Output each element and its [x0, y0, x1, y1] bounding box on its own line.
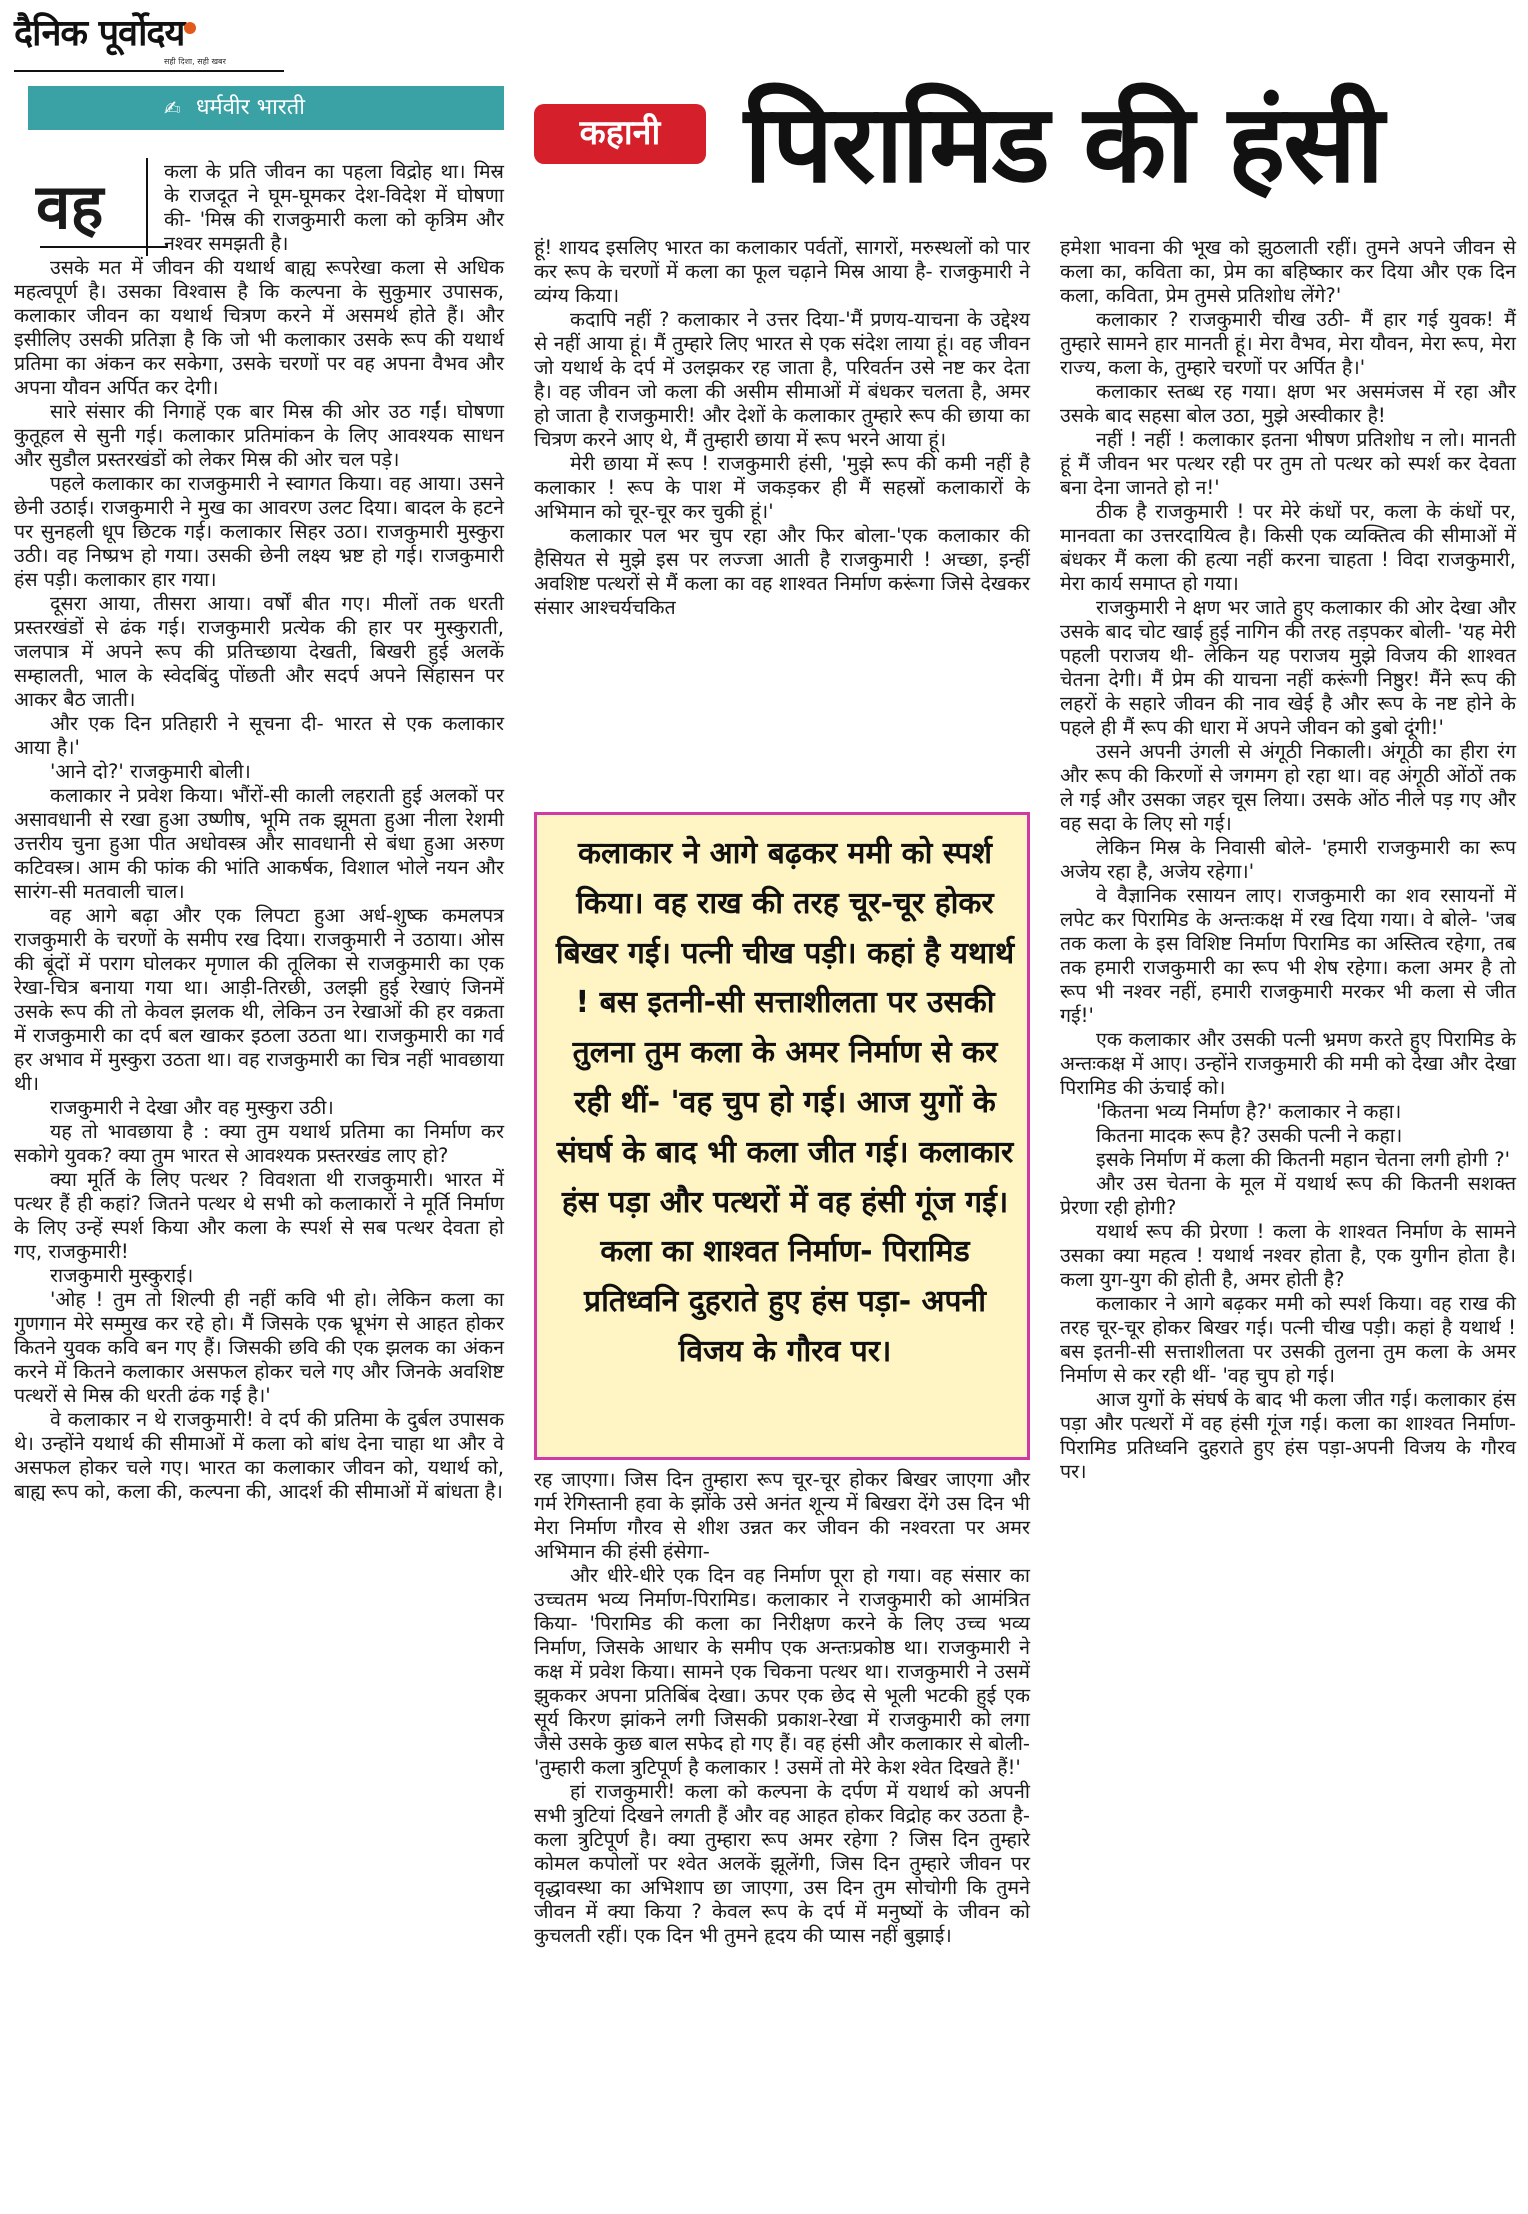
pen-icon: ✍	[164, 96, 181, 120]
paragraph: यह तो भावछाया है : क्या तुम यथार्थ प्रतिमा का निर्माण कर सकोगे युवक? क्या तुम भारत से आवश्यक प्रस्तरखंड लाए हो?	[14, 1120, 504, 1167]
section-tag: कहानी	[534, 104, 706, 164]
paragraph: इसके निर्माण में कला की कितनी महान चेतना लगी होगी ?'	[1096, 1148, 1510, 1171]
paragraph: 'कितना भव्य निर्माण है?' कलाकार ने कहा।	[1096, 1100, 1402, 1123]
paragraph: नहीं ! नहीं ! कलाकार इतना भीषण प्रतिशोध न लो। मानती हूं मैं जीवन भर पत्थर रही पर तुम तो पत्थर को स्पर्श कर देवता बना देना जानते हो न!'	[1060, 428, 1516, 499]
paragraph: कलाकार ने आगे बढ़कर ममी को स्पर्श किया। वह राख की तरह चूर-चूर होकर बिखर गई। पत्नी चीख पड़ी। कहां है यथार्थ ! बस इतनी-सी सत्ताशीलता पर उसकी तुलना तुम कला के अमर निर्माण से कर रही थीं- 'वह चुप हो गई।	[1060, 1292, 1516, 1387]
paragraph: हां राजकुमारी! कला को कल्पना के दर्पण में यथार्थ को अपनी सभी त्रुटियां दिखने लगती हैं और वह आहत होकर विद्रोह कर उठता है- कला त्रुटिपूर्ण है। क्या तुम्हारा रूप अमर रहेगा ? जिस दिन तुम्हारे कोमल कपोलों पर श्वेत अलकें झूलेंगी, जिस दिन तुम्हारे जीवन पर वृद्धावस्था का अभिशाप छा जाएगा, उस दिन तुम सोचोगी कि तुमने जीवन में क्या किया ? केवल रूप के दर्प में मनुष्यों के जीवन को कुचलती रहीं। एक दिन भी तुमने हृदय की प्यास नहीं बुझाई।	[534, 1780, 1030, 1947]
paragraph: और उस चेतना के मूल में यथार्थ रूप की कितनी सशक्त प्रेरणा रही होगी?	[1060, 1172, 1516, 1219]
logo-sun-icon	[184, 22, 196, 34]
dropcap-horizontal-rule	[40, 246, 168, 248]
column-3	[1060, 236, 1516, 1484]
paragraph: और धीरे-धीरे एक दिन वह निर्माण पूरा हो गया। वह संसार का उच्चतम भव्य निर्माण-पिरामिड। कलाकार ने राजकुमारी को आमंत्रित किया- 'पिरामिड की कला का निरीक्षण करने के लिए उच्च भव्य निर्माण, जिसके आधार के समीप एक अन्तःप्रकोष्ठ था। राजकुमारी ने कक्ष में प्रवेश किया। सामने एक चिकना पत्थर था। राजकुमारी ने उसमें झुककर अपना प्रतिबिंब देखा। ऊपर एक छेद से भूली भटकी हुई एक सूर्य किरण झांकने लगी जिसकी प्रकाश-रेखा में राजकुमारी को लगा जैसे उसके कुछ बाल सफेद हो गए हैं। वह हंसी और कलाकार से बोली- 'तुम्हारी कला त्रुटिपूर्ण है कलाकार ! उसमें तो मेरे केश श्वेत दिखते हैं!'	[534, 1564, 1030, 1779]
paragraph: क्या मूर्ति के लिए पत्थर ? विवशता थी राजकुमारी। भारत में पत्थर हैं ही कहां? जितने पत्थर थे सभी को कलाकारों ने मूर्ति निर्माण के लिए उन्हें स्पर्श किया और कला के स्पर्श से सब पत्थर देवता हो गए, राजकुमारी!	[14, 1168, 504, 1263]
paragraph: आज युगों के संघर्ष के बाद भी कला जीत गई। कलाकार हंस पड़ा और पत्थरों में वह हंसी गूंज गई। कला का शाश्वत निर्माण- पिरामिड प्रतिध्वनि दुहराते हुए हंस पड़ा-अपनी विजय के गौरव पर।	[1060, 1388, 1516, 1483]
paragraph: यथार्थ रूप की प्रेरणा ! कला के शाश्वत निर्माण के सामने उसका क्या महत्व ! यथार्थ नश्वर होता है, एक युगीन होता है। कला युग-युग की होती है, अमर होती है?	[1060, 1220, 1516, 1291]
paragraph: राजकुमारी ने क्षण भर जाते हुए कलाकार की ओर देखा और उसके बाद चोट खाई हुई नागिन की तरह तड़पकर बोली- 'यह मेरी पहली पराजय थी- लेकिन यह पराजय मुझे विजय की शाश्वत चेतना देगी। मैं प्रेम की याचना नहीं करूंगी निष्ठुर! मैंने रूप की लहरों के सहारे जीवन की नाव खेई है और रूप के नष्ट होने के पहले ही मैं रूप की धारा में अपने जीवन को डुबो दूंगी!'	[1060, 596, 1516, 739]
paragraph: वे कलाकार न थे राजकुमारी! वे दर्प की प्रतिमा के दुर्बल उपासक थे। उन्होंने यथार्थ की सीमाओं में कला को बांध देना चाहा था और वे असफल होकर चले गए। भारत का कलाकार जीवन को, यथार्थ को, बाह्य रूप को, कला की, कल्पना की, आदर्श की सीमाओं में बांधता है।	[14, 1408, 504, 1503]
paragraph: राजकुमारी ने देखा और वह मुस्कुरा उठी।	[50, 1096, 334, 1119]
paragraph: कलाकार ? राजकुमारी चीख उठी- मैं हार गई युवक! मैं तुम्हारे सामने हार मानती हूं। मेरा वैभव, मेरा यौवन, मेरा रूप, मेरा राज्य, कला के, तुम्हारे चरणों पर अर्पित है।'	[1060, 308, 1516, 379]
paragraph: मेरी छाया में रूप ! राजकुमारी हंसी, 'मुझे रूप की कमी नहीं है कलाकार ! रूप के पाश में जकड़कर ही मैं सहस्रों कलाकारों के अभिमान को चूर-चूर कर चुकी हूं।'	[534, 452, 1030, 523]
author-name: धर्मवीर भारती	[196, 95, 306, 120]
column-1	[14, 256, 504, 1504]
paragraph: कलाकार पल भर चुप रहा और फिर बोला-'एक कलाकार की हैसियत से मुझे इस पर लज्जा आती है राजकुमारी ! अच्छा, इन्हीं अवशिष्ट पत्थरों से मैं कला का वह शाश्वत निर्माण करूंगा जिसे देखकर संसार आश्चर्यचकित	[534, 524, 1030, 619]
paragraph: कलाकार स्तब्ध रह गया। क्षण भर असमंजस में रहा और उसके बाद सहसा बोल उठा, मुझे अस्वीकार है!	[1060, 380, 1516, 427]
pull-quote-text: कलाकार ने आगे बढ़कर ममी को स्पर्श किया। वह राख की तरह चूर-चूर होकर बिखर गई। पत्नी चीख पड़ी। कहां है यथार्थ ! बस इतनी-सी सत्ताशीलता पर उसकी तुलना तुम कला के अमर निर्माण से कर रही थीं- 'वह चुप हो गई। आज युगों के संघर्ष के बाद भी कला जीत गई। कलाकार हंस पड़ा और पत्थरों में वह हंसी गूंज गई। कला का शाश्वत निर्माण- पिरामिड प्रतिध्वनि दुहराते हुए हंस पड़ा- अपनी विजय के गौरव पर।	[555, 836, 1015, 1369]
paragraph: 'ओह ! तुम तो शिल्पी ही नहीं कवि भी हो। लेकिन कला का गुणगान मेरे सम्मुख कर रहे हो। मैं जिसके एक भ्रूभंग से आहत होकर कितने युवक कवि बन गए हैं। जिसकी छवि की एक झलक का अंकन करने में कितने कलाकार असफल होकर चले गए और जिनके अवशिष्ट पत्थरों से मिस्र की धरती ढंक गई है।'	[14, 1288, 504, 1407]
masthead-tagline: सही दिशा, सही खबर	[164, 57, 226, 66]
column-2-top	[534, 236, 1030, 620]
paragraph: कला के प्रति जीवन का पहला विद्रोह था। मिस्र के राजदूत ने घूम-घूमकर देश-विदेश में घोषणा की- 'मिस्र की राजकुमारी कला को कृत्रिम और नश्वर समझती है।	[164, 160, 504, 255]
pull-quote-box	[534, 812, 1030, 1460]
paragraph: वे वैज्ञानिक रसायन लाए। राजकुमारी का शव रसायनों में लपेट कर पिरामिड के अन्तःकक्ष में रख दिया गया। वे बोले- 'जब तक कला के इस विशिष्ट निर्माण पिरामिड का अस्तित्व रहेगा, तब तक हमारी राजकुमारी का रूप भी शेष रहेगा। कला अमर है तो रूप भी नश्वर नहीं, हमारी राजकुमारी मरकर भी कला से जीत गई!'	[1060, 884, 1516, 1027]
paragraph: हूं! शायद इसलिए भारत का कलाकार पर्वतों, सागरों, मरुस्थलों को पार कर रूप के चरणों में कला का फूल चढ़ाने मिस्र आया है- राजकुमारी ने व्यंग्य किया।	[534, 236, 1030, 307]
paragraph: ठीक है राजकुमारी ! पर मेरे कंधों पर, कला के कंधों पर, मानवता का उत्तरदायित्व है। किसी एक व्यक्तित्व की सीमाओं में बंधकर मैं कला की हत्या नहीं करना चाहता ! विदा राजकुमारी, मेरा कार्य समाप्त हो गया।	[1060, 500, 1516, 595]
headline: पिरामिड की हंसी	[744, 82, 1383, 207]
dropcap: वह	[36, 170, 104, 243]
paragraph: उसके मत में जीवन की यथार्थ बाह्य रूपरेखा कला से अधिक महत्वपूर्ण है। उसका विश्वास है कि कल्पना के सुकुमार उपासक, कलाकार जीवन का यथार्थ चित्रण करने में असमर्थ होते हैं। और इसीलिए उसकी प्रतिज्ञा है कि जो भी कलाकार उसके रूप की यथार्थ प्रतिमा का अंकन कर सकेगा, उसके चरणों पर वह अपना वैभव और अपना यौवन अर्पित कर देगी।	[14, 256, 504, 399]
paragraph: 'आने दो?' राजकुमारी बोली।	[50, 760, 251, 783]
column-1-intro	[164, 160, 504, 256]
paragraph: सारे संसार की निगाहें एक बार मिस्र की ओर उठ गईं। घोषणा कुतूहल से सुनी गई। कलाकार प्रतिमांकन के लिए आवश्यक साधन और सुडौल प्रस्तरखंडों को लेकर मिस्र की ओर चल पड़े।	[14, 400, 504, 471]
dropcap-box	[28, 150, 150, 260]
masthead	[14, 12, 284, 70]
paragraph: हमेशा भावना की भूख को झुठलाती रहीं। तुमने अपने जीवन से कला का, कविता का, प्रेम का बहिष्कार कर दिया और एक दिन कला, कविता, प्रेम तुमसे प्रतिशोध लेंगे?'	[1060, 236, 1516, 307]
paragraph: राजकुमारी मुस्कुराई।	[50, 1264, 194, 1287]
dropcap-vertical-rule	[146, 158, 148, 256]
paragraph: कलाकार ने प्रवेश किया। भौंरों-सी काली लहराती हुई अलकों पर असावधानी से रखा हुआ उष्णीष, भूमि तक झूमता हुआ नीला रेशमी उत्तरीय चुना हुआ पीत अधोवस्त्र और सावधानी से बंधा हुआ अरुण कटिवस्त्र। आम की फांक की भांति आकर्षक, विशाल भोले नयन और सारंग-सी मतवाली चाल।	[14, 784, 504, 903]
paragraph: वह आगे बढ़ा और एक लिपटा हुआ अर्ध-शुष्क कमलपत्र राजकुमारी के चरणों के समीप रख दिया। राजकुमारी ने उठाया। ओस की बूंदों में पराग घोलकर मृणाल की तूलिका से राजकुमारी का एक रेखा-चित्र बनाया गया था। आड़ी-तिरछी, उलझी हुई रेखाएं जिनमें उसके रूप की तो केवल झलक थी, लेकिन उन रेखाओं की हर वक्रता में राजकुमारी का दर्प बल खाकर इठला उठता था। राजकुमारी का गर्व हर अभाव में मुस्कुरा उठता था। वह राजकुमारी का चित्र नहीं भावछाया थी।	[14, 904, 504, 1095]
newspaper-name: दैनिक पूर्वोदय	[14, 13, 185, 54]
masthead-rule	[14, 70, 284, 72]
paragraph: दूसरा आया, तीसरा आया। वर्षों बीत गए। मीलों तक धरती प्रस्तरखंडों से ढंक गई। राजकुमारी प्रत्येक की हार पर मुस्कुराती, जलपात्र में अपने रूप की प्रतिच्छाया देखती, बिखरी हुई अलकें सम्हालती, भाल के स्वेदबिंदु पोंछती और सदर्प अपने सिंहासन पर आकर बैठ जाती।	[14, 592, 504, 711]
paragraph: लेकिन मिस्र के निवासी बोले- 'हमारी राजकुमारी का रूप अजेय रहा है, अजेय रहेगा।'	[1060, 836, 1516, 883]
paragraph: कदापि नहीं ? कलाकार ने उत्तर दिया-'मैं प्रणय-याचना के उद्देश्य से नहीं आया हूं। मैं तुम्हारे लिए भारत से एक संदेश लाया हूं। वह जीवन जो यथार्थ के दर्प में उलझकर रह जाता है, परिवर्तन उसे नष्ट कर देता है। वह जीवन जो कला की असीम सीमाओं में बंधकर चलता है, अमर हो जाता है राजकुमारी! और देशों के कलाकार तुम्हारे रूप की छाया का चित्रण करने आए थे, मैं तुम्हारी छाया में रूप भरने आया हूं।	[534, 308, 1030, 451]
paragraph: और एक दिन प्रतिहारी ने सूचना दी- भारत से एक कलाकार आया है।'	[14, 712, 504, 759]
paragraph: रह जाएगा। जिस दिन तुम्हारा रूप चूर-चूर होकर बिखर जाएगा और गर्म रेगिस्तानी हवा के झोंके उसे अनंत शून्य में बिखरा देंगे उस दिन भी मेरा निर्माण गौरव से शीश उन्नत कर जीवन की नश्वरता पर अमर अभिमान की हंसी हंसेगा-	[534, 1468, 1030, 1563]
paragraph: एक कलाकार और उसकी पत्नी भ्रमण करते हुए पिरामिड के अन्तःकक्ष में आए। उन्होंने राजकुमारी की ममी को देखा और देखा पिरामिड की ऊंचाई को।	[1060, 1028, 1516, 1099]
byline-banner	[28, 86, 504, 130]
column-2-bottom	[534, 1468, 1030, 1948]
paragraph: कितना मादक रूप है? उसकी पत्नी ने कहा।	[1096, 1124, 1403, 1147]
paragraph: उसने अपनी उंगली से अंगूठी निकाली। अंगूठी का हीरा रंग और रूप की किरणों से जगमग हो रहा था। वह अंगूठी ओंठों तक ले गई और उसका जहर चूस लिया। उसके ओंठ नीले पड़ गए और वह सदा के लिए सो गई।	[1060, 740, 1516, 835]
paragraph: पहले कलाकार का राजकुमारी ने स्वागत किया। वह आया। उसने छेनी उठाई। राजकुमारी ने मुख का आवरण उलट दिया। बादल के हटने पर सुनहली धूप छिटक गई। कलाकार सिहर उठा। राजकुमारी मुस्कुरा उठी। वह निष्प्रभ हो गया। उसकी छेनी लक्ष्य भ्रष्ट हो गई। राजकुमारी हंस पड़ी। कलाकार हार गया।	[14, 472, 504, 591]
